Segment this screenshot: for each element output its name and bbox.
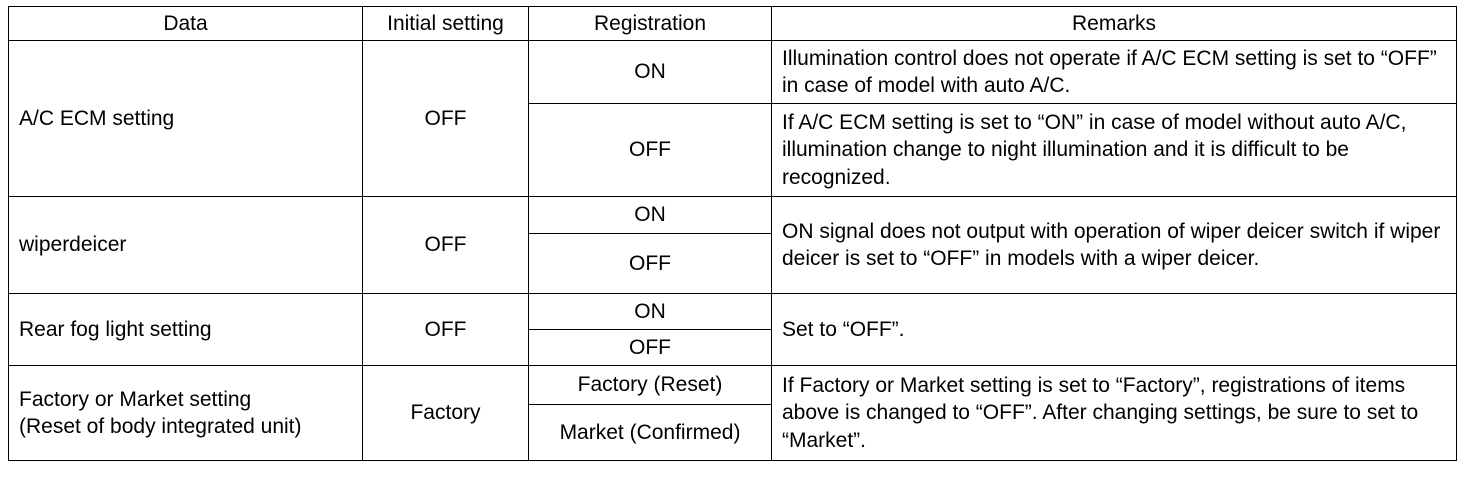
registration-cell: ON	[529, 41, 772, 104]
remarks-cell: If A/C ECM setting is set to “ON” in case of model without auto A/C, illumination change to night illumination and it is difficult to be recognized.	[772, 104, 1457, 197]
header-registration: Registration	[529, 7, 772, 41]
initial-setting-cell: OFF	[363, 294, 529, 366]
registration-cell: OFF	[529, 234, 772, 294]
header-remarks: Remarks	[772, 7, 1457, 41]
initial-setting-cell: OFF	[363, 197, 529, 294]
settings-table	[8, 6, 1457, 461]
header-data: Data	[9, 7, 363, 41]
table-row	[9, 294, 1457, 330]
data-cell	[9, 366, 363, 461]
registration-cell: ON	[529, 294, 772, 330]
table-row	[9, 366, 1457, 405]
registration-cell: OFF	[529, 330, 772, 366]
registration-cell: ON	[529, 197, 772, 234]
remarks-cell: If Factory or Market setting is set to “Factory”, registrations of items above is changed to “OFF”. After changing settings, be sure to set to “Market”.	[772, 366, 1457, 461]
initial-setting-cell: Factory	[363, 366, 529, 461]
remarks-cell: Set to “OFF”.	[772, 294, 1457, 366]
header-row	[9, 7, 1457, 41]
table-row	[9, 41, 1457, 104]
data-cell: Rear fog light setting	[9, 294, 363, 366]
data-cell-line: (Reset of body integrated unit)	[19, 415, 302, 438]
registration-cell: Market (Confirmed)	[529, 405, 772, 461]
initial-setting-cell: OFF	[363, 41, 529, 197]
remarks-cell: ON signal does not output with operation of wiper deicer switch if wiper deicer is set to “OFF” in models with a wiper deicer.	[772, 197, 1457, 294]
data-cell: A/C ECM setting	[9, 41, 363, 197]
data-cell: wiperdeicer	[9, 197, 363, 294]
remarks-cell: Illumination control does not operate if A/C ECM setting is set to “OFF” in case of model with auto A/C.	[772, 41, 1457, 104]
table-row	[9, 197, 1457, 234]
registration-cell: OFF	[529, 104, 772, 197]
data-cell-line: Factory or Market setting	[19, 387, 252, 411]
header-initial-setting: Initial setting	[363, 7, 529, 41]
registration-cell: Factory (Reset)	[529, 366, 772, 405]
